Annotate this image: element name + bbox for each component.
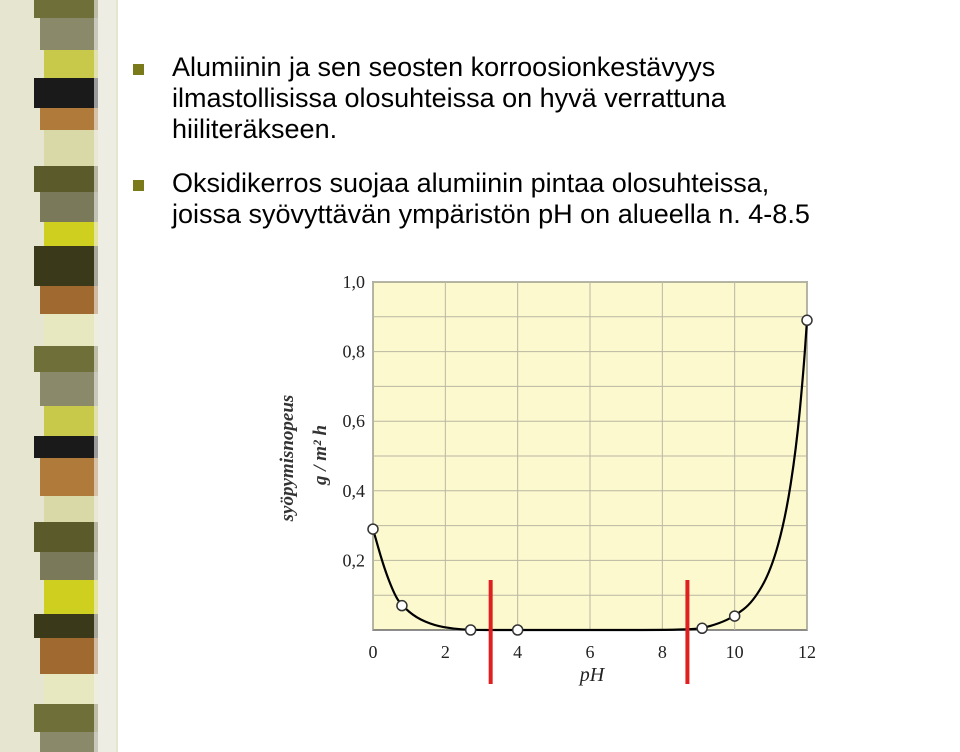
y-tick-label: 1,0 (342, 272, 365, 292)
x-tick-label: 4 (513, 642, 523, 662)
y-tick-label: 0,8 (342, 341, 365, 362)
data-point (397, 601, 407, 611)
y-tick-label: 0,4 (342, 480, 365, 501)
data-point (513, 625, 523, 635)
bullet-text-line: joissa syövyttävän ympäristön pH on alueella n. 4-8.5 (172, 199, 810, 229)
data-point (802, 315, 812, 325)
x-axis-label: pH (579, 664, 605, 686)
bullet-text-line: Alumiinin ja sen seosten korroosionkestävyys (172, 52, 716, 82)
data-point (697, 623, 707, 633)
x-tick-label: 2 (440, 642, 450, 662)
data-point (466, 625, 476, 635)
bullet-text-line: ilmastollisissa olosuhteissa on hyvä verrattuna (172, 83, 726, 113)
x-tick-label: 8 (657, 642, 667, 662)
x-tick-label: 6 (585, 642, 595, 662)
data-point (730, 611, 740, 621)
x-tick-label: 0 (368, 642, 378, 662)
y-tick-label: 0,6 (342, 411, 365, 432)
bullet-text-line: hiiliteräkseen. (172, 114, 338, 144)
x-tick-label: 12 (798, 642, 816, 662)
data-point (368, 524, 378, 534)
bullet-text-line: Oksidikerros suojaa alumiinin pintaa olosuhteissa, (172, 168, 770, 198)
y-tick-label: 0,2 (342, 550, 365, 571)
y-axis-unit: g / m² h (310, 424, 331, 486)
y-axis-label: syöpymisnopeus (277, 394, 298, 522)
x-tick-label: 10 (725, 642, 744, 662)
